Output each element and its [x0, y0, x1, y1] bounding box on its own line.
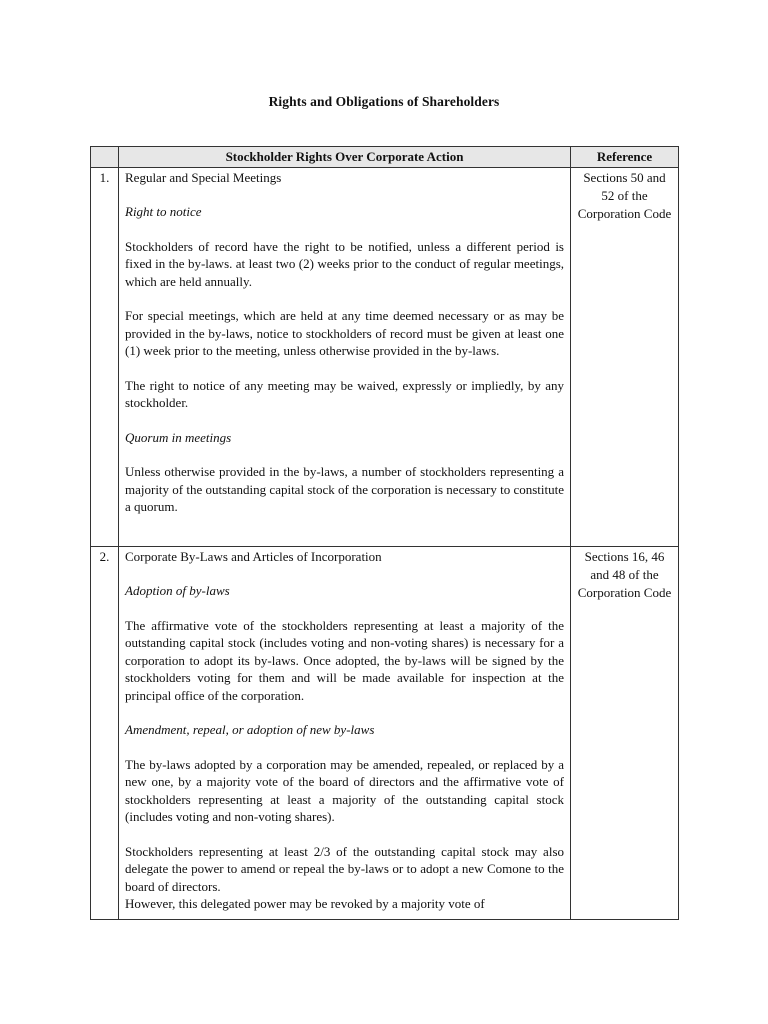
row-reference: Sections 50 and 52 of the Corporation Code [571, 167, 679, 546]
section-title: Regular and Special Meetings [125, 169, 282, 185]
paragraph: For special meetings, which are held at any time deemed necessary or as may be provided in the by-laws, notice to stockholders of record must be given at least one (1) week prior to the meeting, unless otherwise provided in the by-laws. [125, 308, 564, 358]
page-title: Rights and Obligations of Shareholders [268, 94, 500, 109]
row-number: 2. [91, 546, 119, 919]
paragraph: The affirmative vote of the stockholders representing at least a majority of the outstanding capital stock (includes voting and non-voting shares) is necessary for a corporation to adopt its by-laws. Once adopted, the by-laws will be signed by the stockholders voting for them and will be made available for inspection at the principal office of the corporation. [125, 617, 564, 703]
header-number [91, 147, 119, 168]
subheading: Quorum in meetings [125, 429, 232, 445]
row-content [119, 546, 571, 919]
paragraph: Unless otherwise provided in the by-laws, a number of stockholders representing a majority of the outstanding capital stock of the corporation is necessary to constitute a quorum. [125, 464, 564, 514]
subheading: Amendment, repeal, or adoption of new by-laws [125, 722, 375, 737]
paragraph: The by-laws adopted by a corporation may be amended, repealed, or replaced by a new one, by a majority vote of the board of directors and the affirmative vote of stockholders representing at least a majority of the outstanding capital stock (includes voting and non-voting shares). [125, 756, 564, 824]
paragraph: However, this delegated power may be revoked by a majority vote of [125, 896, 485, 911]
rights-table [90, 146, 679, 920]
paragraph: The right to notice of any meeting may be waived, expressly or impliedly, by any stockholder. [125, 377, 564, 410]
paragraph: Stockholders representing at least 2/3 of the outstanding capital stock may also delegate the power to amend or repeal the by-laws or to adopt a new Comone to the board of directors. [125, 843, 564, 894]
table-row [91, 546, 679, 919]
header-reference: Reference [571, 147, 679, 168]
paragraph: Stockholders of record have the right to be notified, unless a different period is fixed in the by-laws. at least two (2) weeks prior to the conduct of regular meetings, which are held annually. [125, 238, 564, 289]
header-main: Stockholder Rights Over Corporate Action [119, 147, 571, 168]
row-reference: Sections 16, 46 and 48 of the Corporation Code [571, 546, 679, 919]
subheading: Right to notice [125, 204, 202, 219]
row-content [119, 167, 571, 546]
table-row [91, 167, 679, 546]
table-header-row [91, 147, 679, 168]
row-number: 1. [91, 167, 119, 546]
subheading: Adoption of by-laws [125, 583, 230, 598]
section-title: Corporate By-Laws and Articles of Incorporation [125, 548, 382, 564]
